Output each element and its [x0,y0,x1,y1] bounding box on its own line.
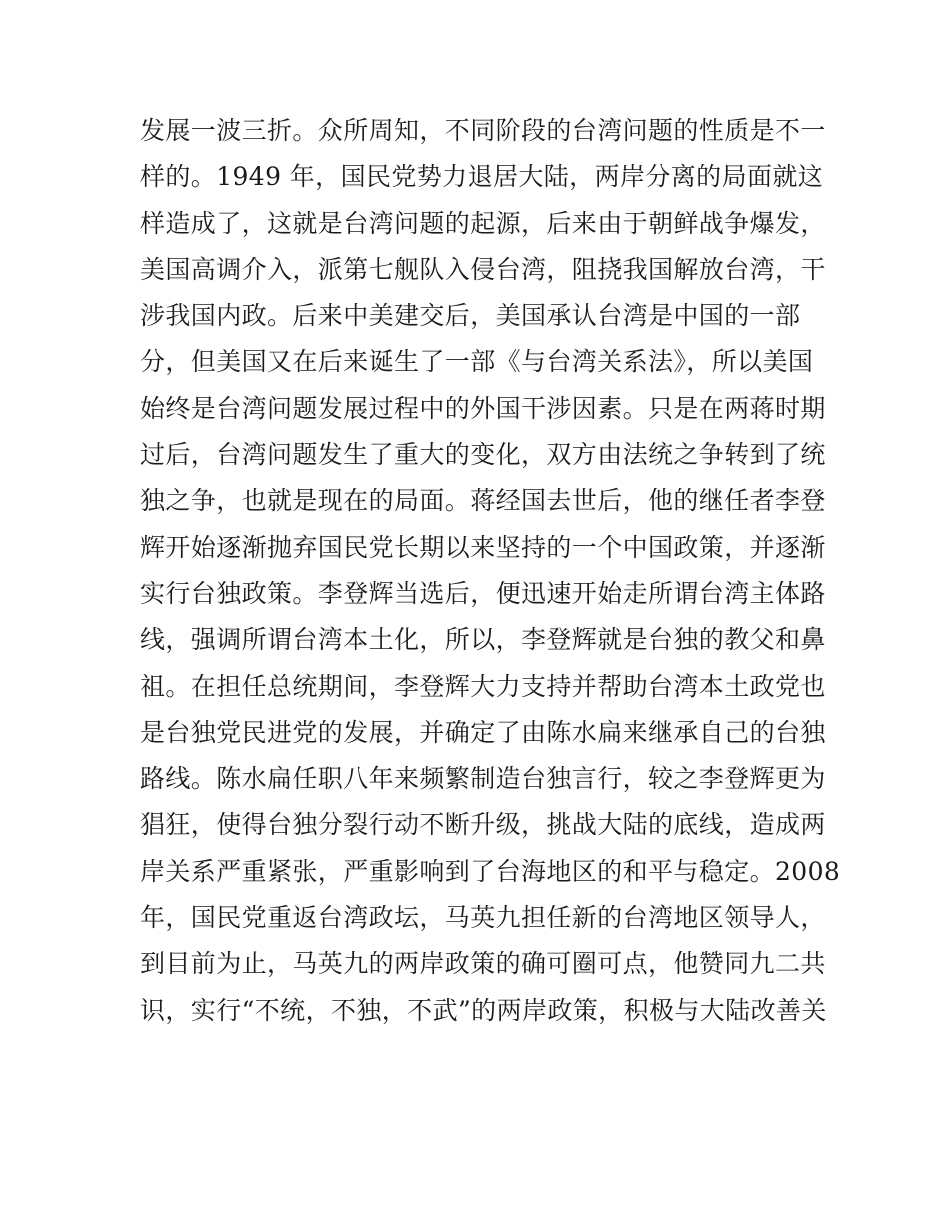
text-line: 猖狂，使得台独分裂行动不断升级，挑战大陆的底线，造成两 [140,810,826,840]
text-line: 涉我国内政。后来中美建交后，美国承认台湾是中国的一部 [140,301,801,331]
text-line: 是台独党民进党的发展，并确定了由陈水扁来继承自己的台独 [140,717,826,747]
text-line: 岸关系严重紧张，严重影响到了台海地区的和平与稳定。2008 [140,856,841,886]
text-line: 识，实行“不统，不独，不武”的两岸政策，积极与大陆改善关 [140,995,827,1025]
text-line: 样造成了，这就是台湾问题的起源，后来由于朝鲜战争爆发， [140,208,826,238]
text-line: 始终是台湾问题发展过程中的外国干涉因素。只是在两蒋时期 [140,393,826,423]
text-line: 过后，台湾问题发生了重大的变化，双方由法统之争转到了统 [140,440,826,470]
text-line: 年，国民党重返台湾政坛，马英九担任新的台湾地区领导人， [140,903,826,933]
body-paragraph [140,108,841,1034]
text-line: 发展一波三折。众所周知，不同阶段的台湾问题的性质是不一 [140,116,826,145]
text-line: 辉开始逐渐抛弃国民党长期以来坚持的一个中国政策，并逐渐 [140,532,826,562]
text-line: 样的。1949 年，国民党势力退居大陆，两岸分离的局面就这 [140,162,824,192]
text-line: 独之争，也就是现在的局面。蒋经国去世后，他的继任者李登 [140,486,826,516]
text-line: 实行台独政策。李登辉当选后，便迅速开始走所谓台湾主体路 [140,578,826,608]
text-line: 分，但美国又在后来诞生了一部《与台湾关系法》，所以美国 [140,347,814,377]
text-line: 美国高调介入，派第七舰队入侵台湾，阻挠我国解放台湾，干 [140,254,826,284]
text-line: 祖。在担任总统期间，李登辉大力支持并帮助台湾本土政党也 [140,671,826,701]
text-line: 线，强调所谓台湾本土化，所以，李登辉就是台独的教父和鼻 [140,625,826,655]
text-line: 到目前为止，马英九的两岸政策的确可圈可点，他赞同九二共 [140,949,826,979]
text-line: 路线。陈水扁任职八年来频繁制造台独言行，较之李登辉更为 [140,764,826,794]
